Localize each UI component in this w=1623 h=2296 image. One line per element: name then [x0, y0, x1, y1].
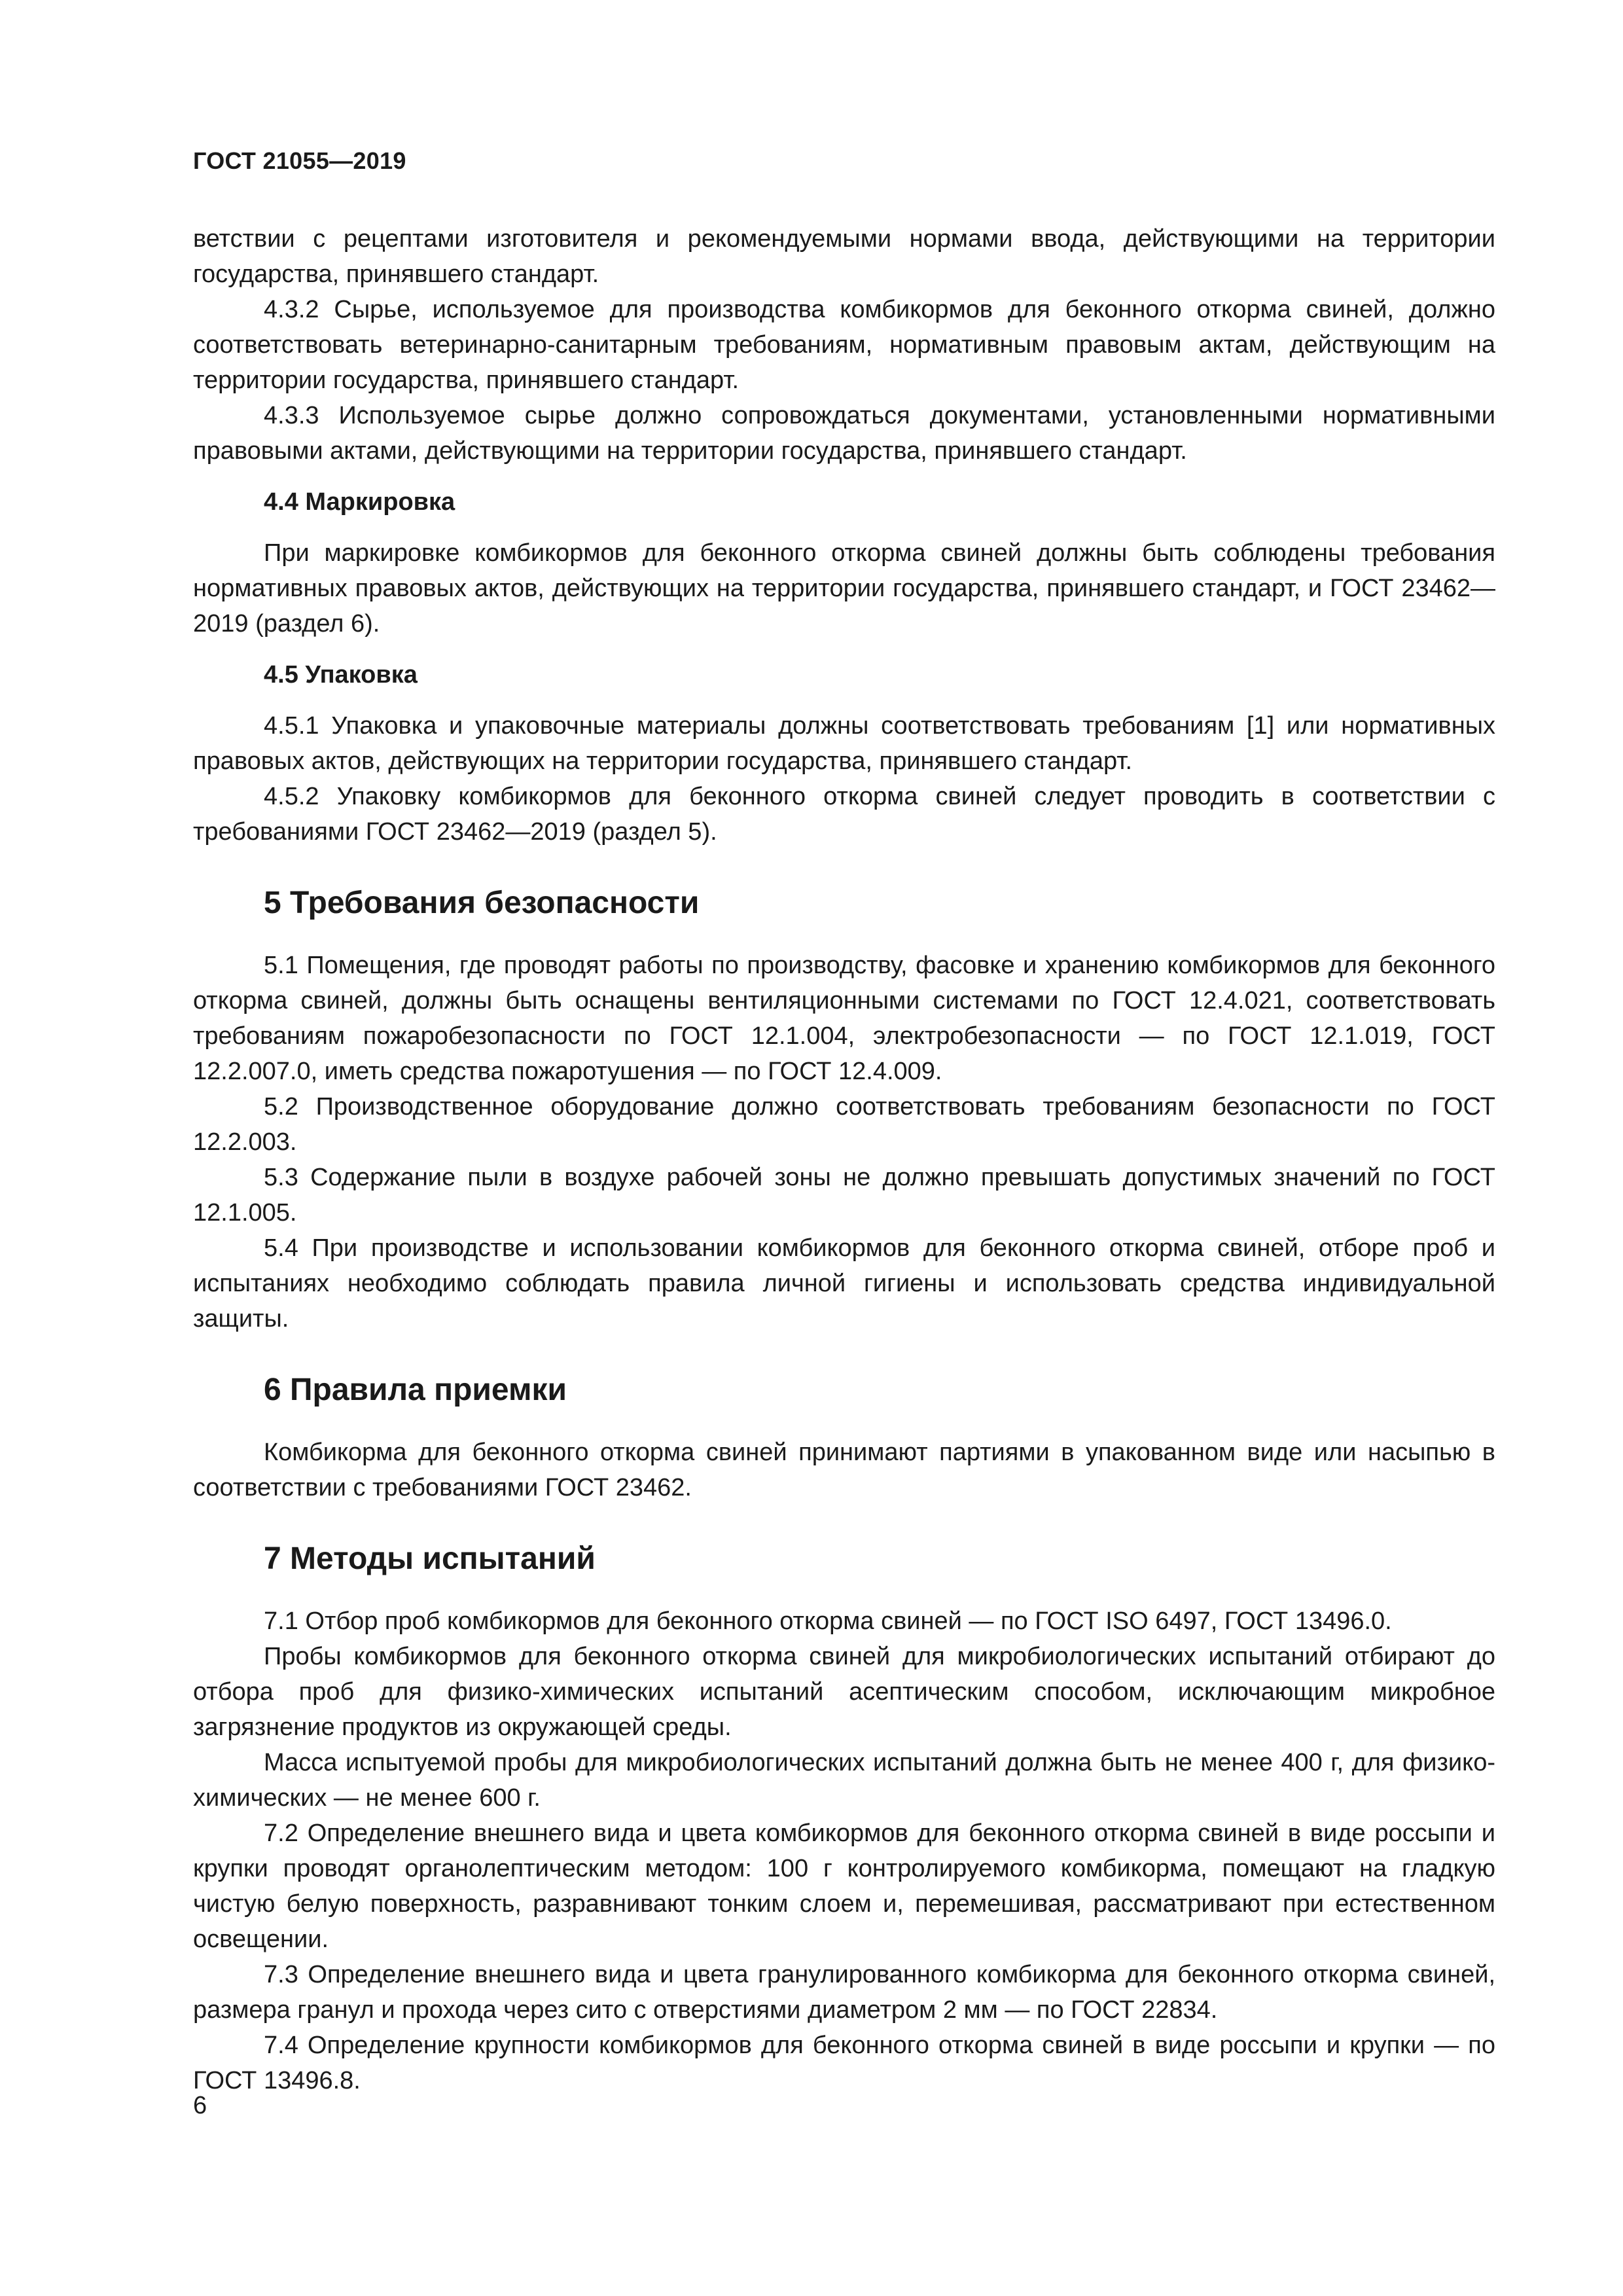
paragraph-4-5-1: 4.5.1 Упаковка и упаковочные материалы должны соответствовать требованиям [1] или нормативных правовых актов, действующих на территории государства, принявшего стандарт.	[193, 712, 1495, 775]
paragraph-6: Комбикорма для беконного откорма свиней принимают партиями в упакованном виде или насыпью в соответствии с требованиями ГОСТ 23462.	[193, 1439, 1495, 1501]
document-body	[193, 221, 1495, 2098]
paragraph-4-5-2: 4.5.2 Упаковку комбикормов для беконного откорма свиней следует проводить в соответствии с требованиями ГОСТ 23462—2019 (раздел 5).	[193, 783, 1495, 846]
paragraph-7-1-mass: Масса испытуемой пробы для микробиологических испытаний должна быть не менее 400 г, для физико-химических — не менее 600 г.	[193, 1749, 1495, 1812]
paragraph-4-4: При маркировке комбикормов для беконного откорма свиней должны быть соблюдены требования нормативных правовых актов, действующих на территории государства, принявшего стандарт, и ГОСТ 23462—2019 (раздел 6).	[193, 539, 1495, 637]
paragraph-7-1: 7.1 Отбор проб комбикормов для беконного откорма свиней — по ГОСТ ISO 6497, ГОСТ 13496.0.	[264, 1607, 1392, 1635]
paragraph-4-3-2: 4.3.2 Сырье, используемое для производства комбикормов для беконного откорма свиней, должно соответствовать ветеринарно-санитарным требованиям, нормативным правовым актам, действующим на территории государства, принявшего стандарт.	[193, 296, 1495, 394]
paragraph-5-3: 5.3 Содержание пыли в воздухе рабочей зоны не должно превышать допустимых значений по ГОСТ 12.1.005.	[193, 1164, 1495, 1227]
paragraph-7-4: 7.4 Определение крупности комбикормов для беконного откорма свиней в виде россыпи и крупки — по ГОСТ 13496.8.	[193, 2032, 1495, 2094]
paragraph-7-2: 7.2 Определение внешнего вида и цвета комбикормов для беконного откорма свиней в виде россыпи и крупки проводят органолептическим методом: 100 г контролируемого комбикорма, помещают на гладкую чистую белую поверхность, разравнивают тонким слоем и, перемешивая, рассматривают при естественном освещении.	[193, 1820, 1495, 1953]
section-heading-6: 6 Правила приемки	[264, 1372, 567, 1407]
subheading-4-4: 4.4 Маркировка	[264, 488, 455, 516]
section-heading-5: 5 Требования безопасности	[264, 886, 700, 920]
paragraph-5-2: 5.2 Производственное оборудование должно соответствовать требованиям безопасности по ГОСТ 12.2.003.	[193, 1093, 1495, 1156]
paragraph-continuation: ветствии с рецептами изготовителя и рекомендуемыми нормами ввода, действующими на территории государства, принявшего стандарт.	[193, 225, 1495, 288]
subheading-4-5: 4.5 Упаковка	[264, 661, 418, 689]
document-header: ГОСТ 21055—2019	[193, 147, 406, 174]
paragraph-7-3: 7.3 Определение внешнего вида и цвета гранулированного комбикорма для беконного откорма свиней, размера гранул и прохода через сито с отверстиями диаметром 2 мм — по ГОСТ 22834.	[193, 1961, 1495, 2024]
paragraph-5-4: 5.4 При производстве и использовании комбикормов для беконного откорма свиней, отборе проб и испытаниях необходимо соблюдать правила личной гигиены и использовать средства индивидуальной защиты.	[193, 1234, 1495, 1333]
paragraph-5-1: 5.1 Помещения, где проводят работы по производству, фасовке и хранению комбикормов для беконного откорма свиней, должны быть оснащены вентиляционными системами по ГОСТ 12.4.021, соответствовать требованиям пожаробезопасности по ГОСТ 12.1.004, электробезопасности — по ГОСТ 12.1.019, ГОСТ 12.2.007.0, иметь средства пожаротушения — по ГОСТ 12.4.009.	[193, 952, 1495, 1085]
paragraph-4-3-3: 4.3.3 Используемое сырье должно сопровождаться документами, установленными нормативными правовыми актами, действующими на территории государства, принявшего стандарт.	[193, 402, 1495, 465]
page-number: 6	[193, 2092, 207, 2119]
section-heading-7: 7 Методы испытаний	[264, 1541, 596, 1576]
paragraph-7-1-samples: Пробы комбикормов для беконного откорма свиней для микробиологических испытаний отбирают до отбора проб для физико-химических испытаний асептическим способом, исключающим микробное загрязнение продуктов из окружающей среды.	[193, 1643, 1495, 1741]
